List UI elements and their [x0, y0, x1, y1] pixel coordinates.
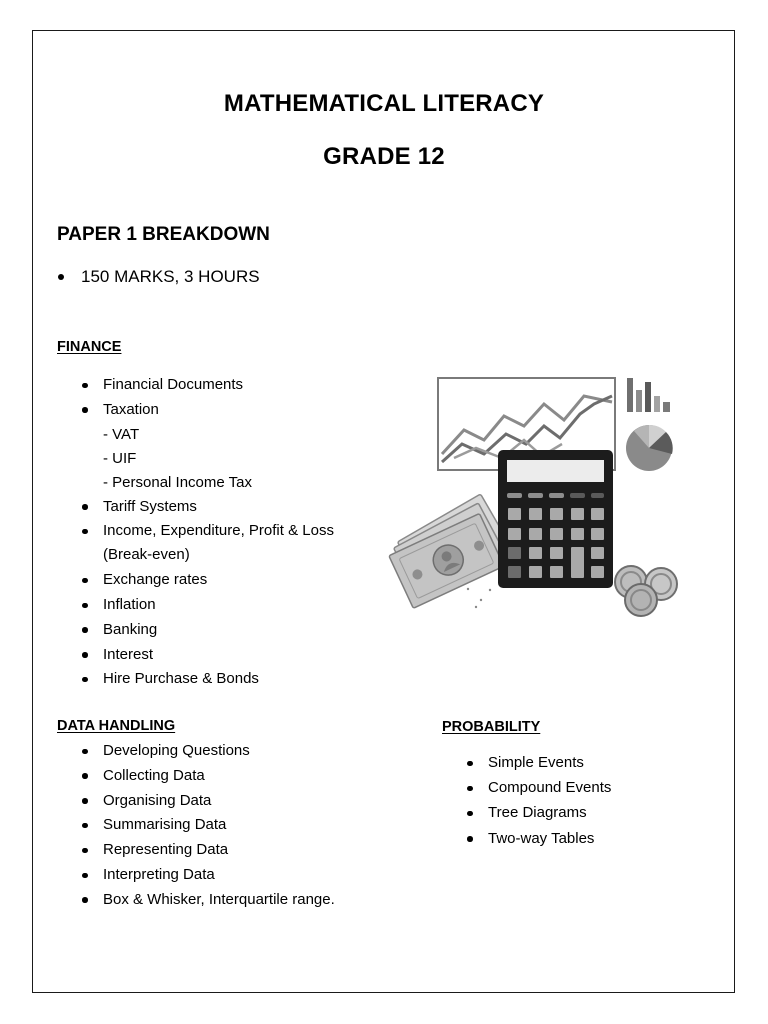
list-item: Summarising Data — [57, 813, 335, 838]
bullet-icon — [82, 383, 88, 389]
bullet-icon — [467, 836, 473, 842]
bullet-icon — [82, 504, 88, 510]
bullet-icon — [82, 407, 88, 413]
bullet-icon — [467, 761, 473, 767]
finance-heading: FINANCE — [57, 339, 122, 355]
list-item: Collecting Data — [57, 764, 335, 789]
list-item: Inflation — [57, 593, 334, 618]
bar-chart-icon — [627, 378, 670, 412]
bullet-icon — [82, 848, 88, 854]
list-item: Simple Events — [442, 751, 611, 776]
data-handling-heading: DATA HANDLING — [57, 718, 176, 734]
marks-line — [57, 267, 260, 287]
list-subitem: - VAT — [103, 425, 140, 443]
list-item: Representing Data — [57, 838, 335, 863]
finance-illustration — [384, 374, 684, 620]
list-item: Banking — [57, 618, 334, 643]
coins-icon — [615, 566, 677, 616]
document-title: MATHEMATICAL LITERACY — [223, 90, 545, 117]
finance-list — [57, 373, 334, 692]
list-item: Hire Purchase & Bonds — [57, 667, 334, 692]
bullet-icon — [82, 823, 88, 829]
bullet-icon — [82, 873, 88, 879]
list-item: Tree Diagrams — [442, 801, 611, 826]
bullet-icon — [82, 627, 88, 633]
list-item: Organising Data — [57, 789, 335, 814]
bullet-icon — [82, 652, 88, 658]
bullet-icon — [467, 811, 473, 817]
probability-heading: PROBABILITY — [442, 719, 541, 735]
bullet-icon — [467, 786, 473, 792]
list-item: Exchange rates — [57, 568, 334, 593]
pie-chart-icon — [626, 425, 673, 471]
data-handling-list — [57, 739, 335, 913]
list-item: Income, Expenditure, Profit & Loss — [57, 519, 334, 544]
bullet-icon — [82, 798, 88, 804]
bullet-icon — [82, 578, 88, 584]
list-item: Developing Questions — [57, 739, 335, 764]
list-subitem: - UIF — [103, 449, 137, 467]
list-continuation: (Break-even) — [103, 546, 190, 564]
list-item: Tariff Systems — [57, 495, 334, 520]
bullet-icon — [82, 749, 88, 755]
list-item: Taxation — [57, 398, 334, 423]
list-item: Interest — [57, 643, 334, 668]
probability-list — [442, 751, 611, 852]
paper-breakdown-heading: PAPER 1 BREAKDOWN — [57, 224, 270, 245]
banknotes-icon — [389, 494, 509, 608]
list-item: Box & Whisker, Interquartile range. — [57, 888, 335, 913]
bullet-icon — [82, 897, 88, 903]
grade-title: GRADE 12 — [323, 143, 445, 170]
bullet-icon — [82, 529, 88, 535]
list-subitem: - Personal Income Tax — [103, 473, 252, 491]
bullet-icon — [82, 773, 88, 779]
bullet-icon — [58, 274, 64, 280]
calculator-icon — [498, 450, 613, 588]
list-item: Interpreting Data — [57, 863, 335, 888]
list-item: Compound Events — [442, 776, 611, 801]
bullet-icon — [82, 603, 88, 609]
marks-text: 150 MARKS, 3 HOURS — [81, 267, 260, 286]
list-item: Two-way Tables — [442, 827, 611, 852]
bullet-icon — [82, 677, 88, 683]
list-item: Financial Documents — [57, 373, 334, 398]
